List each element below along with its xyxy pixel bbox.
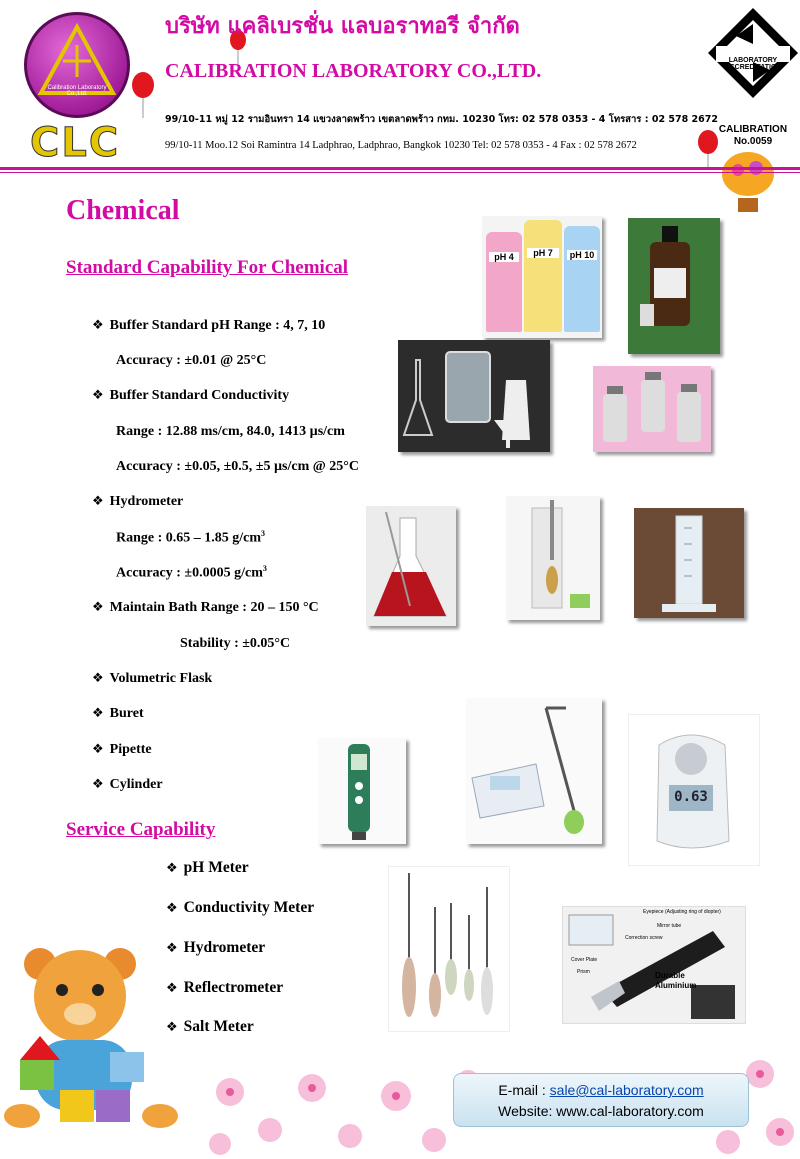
list-item: Accuracy : ±0.05, ±0.5, ±5 µs/cm @ 25°C <box>116 459 359 474</box>
accreditation-label: LABORATORY ACCREDITATION <box>724 57 782 71</box>
hand-refractometer-icon <box>563 907 745 1023</box>
list-item: ❖ Volumetric Flask <box>92 671 213 686</box>
pen-meter-icon <box>318 738 406 844</box>
small-bottles-icon <box>593 366 711 452</box>
label-cover-plate: Cover Plate <box>571 957 598 963</box>
email-line <box>454 1080 748 1101</box>
hand-refractometer-photo <box>562 906 746 1024</box>
red-flask-photo <box>366 506 456 626</box>
standard-capability-heading: Standard Capability For Chemical <box>66 257 349 278</box>
accreditation-calibration: CALIBRATION <box>718 124 788 135</box>
list-item: ❖ Buffer Standard pH Range : 4, 7, 10 <box>92 318 326 333</box>
company-name-english: CALIBRATION LABORATORY CO.,LTD. <box>165 60 542 82</box>
meter-display: 0.63 <box>674 789 708 805</box>
digital-refractometer-photo <box>628 714 760 866</box>
company-logo <box>24 12 130 118</box>
label-eyepiece: Eyepiece (Adjusting ring of diopter) <box>643 909 721 915</box>
website-label: Website: <box>498 1103 557 1119</box>
label-prism: Prism <box>577 969 590 975</box>
company-name-thai: บริษัท แคลิเบรชั่น แลบอราทอรี จำกัด <box>165 14 520 39</box>
glassware-photo <box>398 340 550 452</box>
list-item: Stability : ±0.05°C <box>180 636 291 651</box>
list-item: ❖ pH Meter <box>166 859 249 876</box>
list-item: Range : 12.88 ms/cm, 84.0, 1413 µs/cm <box>116 424 345 439</box>
ph10-bottle: pH 10 <box>564 226 600 332</box>
small-bottles-photo <box>593 366 711 452</box>
diamond-bullet-icon: ❖ <box>92 777 104 792</box>
list-item: ❖ Maintain Bath Range : 20 – 150 °C <box>92 600 319 615</box>
accreditation-number: No.0059 <box>733 136 773 147</box>
brown-bottle-icon <box>628 218 720 354</box>
diamond-bullet-icon: ❖ <box>92 671 104 686</box>
measuring-cylinder-photo <box>634 508 744 618</box>
logo-text: Calibration Laboratory Co.,Ltd. <box>47 85 107 97</box>
flask-icon <box>366 506 456 626</box>
cylinder-icon <box>506 496 600 620</box>
list-item: ❖ Buret <box>92 706 144 721</box>
website-link[interactable]: www.cal-laboratory.com <box>556 1103 704 1119</box>
list-item: ❖ Reflectrometer <box>166 979 284 996</box>
clc-logo-text: CLC <box>30 120 121 166</box>
list-item: Accuracy : ±0.01 @ 25°C <box>116 353 267 368</box>
benchtop-meter-icon <box>466 698 602 844</box>
benchtop-meter-photo <box>466 698 602 844</box>
label-aluminium: Aluminium <box>655 981 697 990</box>
list-item: Range : 0.65 – 1.85 $g/cm^3$ <box>116 529 266 546</box>
hydrometers-photo <box>388 866 510 1032</box>
contact-box <box>453 1073 749 1127</box>
list-item: Accuracy : ±0.0005 $g/cm^3$ <box>116 564 267 581</box>
label-durable: Durable <box>655 971 685 980</box>
cartoon-balloon-icon <box>720 150 776 216</box>
diamond-bullet-icon: ❖ <box>166 981 178 996</box>
ph4-bottle: pH 4 <box>486 232 522 332</box>
diamond-bullet-icon: ❖ <box>92 600 104 615</box>
diamond-bullet-icon: ❖ <box>92 494 104 509</box>
diamond-bullet-icon: ❖ <box>92 706 104 721</box>
measuring-cylinder-icon <box>634 508 744 618</box>
pen-meter-photo <box>318 738 406 844</box>
accreditation-mark <box>706 6 800 156</box>
diamond-bullet-icon: ❖ <box>92 318 104 333</box>
label-correction-screw: Correction screw <box>625 935 663 941</box>
list-item: ❖ Cylinder <box>92 777 163 792</box>
list-item: ❖ Buffer Standard Conductivity <box>92 388 290 403</box>
header-divider <box>0 167 800 170</box>
diamond-bullet-icon: ❖ <box>166 941 178 956</box>
diamond-bullet-icon: ❖ <box>92 388 104 403</box>
teddy-bear-icon <box>0 940 190 1140</box>
brown-bottle-photo <box>628 218 720 354</box>
website-line <box>454 1101 748 1122</box>
header-divider-thin <box>0 172 800 173</box>
address-thai: 99/10-11 หมู่ 12 รามอินทรา 14 แขวงลาดพร้าว เขตลาดพร้าว กทม. 10230 โทร: 02 578 0353 - 4 โทรสาร : 02 578 2672 <box>165 114 718 125</box>
triangle-logo-icon <box>27 15 127 115</box>
ph7-bottle: pH 7 <box>524 220 562 332</box>
hydrometer-cylinder-photo <box>506 496 600 620</box>
diamond-bullet-icon: ❖ <box>166 901 178 916</box>
diamond-bullet-icon: ❖ <box>166 1020 178 1035</box>
email-label: E-mail : <box>498 1082 550 1098</box>
list-item: ❖ Conductivity Meter <box>166 899 315 916</box>
list-item: ❖ Pipette <box>92 742 152 757</box>
diamond-bullet-icon: ❖ <box>92 742 104 757</box>
address-english: 99/10-11 Moo.12 Soi Ramintra 14 Ladphrao, Ladphrao, Bangkok 10230 Tel: 02 578 0353 - 4 Fax : 02 578 2672 <box>165 140 637 151</box>
ph-buffer-bottles-photo <box>482 216 602 338</box>
hydrometers-icon <box>389 867 509 1031</box>
list-item: ❖ Hydrometer <box>92 494 184 509</box>
email-link[interactable]: sale@cal-laboratory.com <box>549 1082 704 1098</box>
page-title: Chemical <box>66 195 180 226</box>
glassware-icon <box>398 340 550 452</box>
service-capability-heading: Service Capability <box>66 819 216 840</box>
label-mirror-tube: Mirror tube <box>657 923 682 929</box>
diamond-bullet-icon: ❖ <box>166 861 178 876</box>
balloon-icon <box>130 72 156 118</box>
list-item: ❖ Salt Meter <box>166 1018 254 1035</box>
list-item: ❖ Hydrometer <box>166 939 266 956</box>
